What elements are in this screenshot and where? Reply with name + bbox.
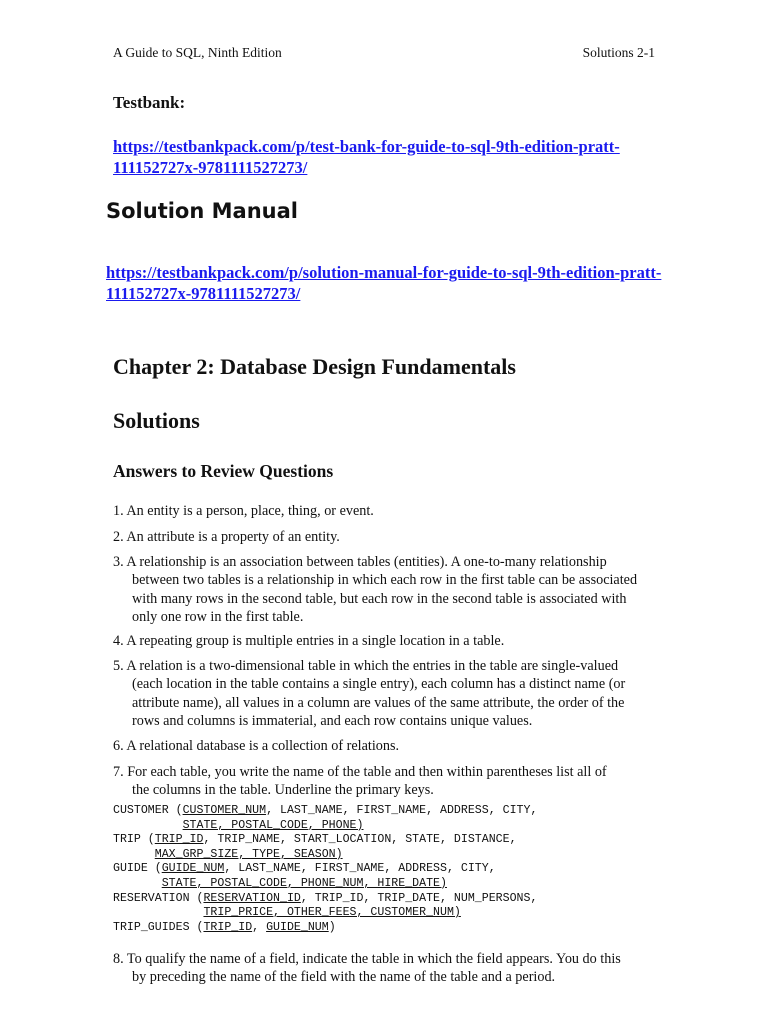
answer-8-first-line: 8. To qualify the name of a field, indicate the table in which the field appears. You do this: [113, 951, 621, 967]
schema-reservation: RESERVATION (RESERVATION_ID, TRIP_ID, TRIP_DATE, NUM_PERSONS,: [113, 891, 538, 905]
solution-manual-title: Solution Manual: [106, 199, 298, 223]
solutions-heading: Solutions: [113, 408, 200, 433]
testbank-link[interactable]: https://testbankpack.com/p/test-bank-for-guide-to-sql-9th-edition-pratt-111152727x-9781111527273/: [113, 137, 620, 177]
answer-4: 4. A repeating group is multiple entries in a single location in a table.: [113, 633, 505, 649]
answer-8-continuation: by preceding the name of the field with the name of the table and a period.: [132, 969, 556, 986]
schema-listing: [113, 804, 673, 935]
schema-guide-cont: STATE, POSTAL_CODE, PHONE_NUM, HIRE_DATE): [161, 876, 447, 890]
schema-customer: CUSTOMER (CUSTOMER_NUM, LAST_NAME, FIRST_NAME, ADDRESS, CITY,: [113, 804, 538, 817]
answer-7-continuation: the columns in the table. Underline the primary keys.: [132, 782, 434, 799]
answer-1: 1. An entity is a person, place, thing, or event.: [113, 503, 374, 519]
answer-7-first-line: 7. For each table, you write the name of the table and then within parentheses list all of: [113, 764, 607, 780]
schema-customer-cont: STATE, POSTAL_CODE, PHONE): [182, 818, 364, 832]
answer-7: [113, 763, 653, 800]
primary-key: GUIDE_NUM: [266, 920, 329, 934]
testbank-label: Testbank:: [113, 93, 186, 112]
primary-key: TRIP_ID: [203, 920, 253, 934]
answer-5-continuation: (each location in the table contains a single entry), each column has a distinct name (or attribute name), all values in a column are values of the same attribute, the order of the rows and columns is immaterial, and each row contains unique values.: [132, 676, 626, 729]
answer-6: 6. A relational database is a collection of relations.: [113, 738, 400, 754]
answer-2: 2. An attribute is a property of an entity.: [113, 529, 340, 545]
answer-5-first-line: 5. A relation is a two-dimensional table in which the entries in the table are single-valued: [113, 658, 619, 674]
primary-key: RESERVATION_ID: [203, 891, 301, 905]
schema-reservation-cont: TRIP_PRICE, OTHER_FEES, CUSTOMER_NUM): [203, 906, 461, 920]
running-header-page: Solutions 2-1: [582, 45, 655, 60]
answer-3-first-line: 3. A relationship is an association between tables (entities). A one-to-many relationship: [113, 554, 607, 570]
schema-trip-cont: MAX_GRP_SIZE, TYPE, SEASON): [154, 847, 343, 861]
primary-key: TRIP_ID: [154, 833, 204, 847]
answer-5: [113, 657, 653, 730]
running-header-title: A Guide to SQL, Ninth Edition: [113, 45, 282, 60]
schema-trip: TRIP (TRIP_ID, TRIP_NAME, START_LOCATION, STATE, DISTANCE,: [113, 833, 517, 847]
answer-3: [113, 553, 653, 626]
answers-heading: Answers to Review Questions: [113, 461, 334, 481]
chapter-title: Chapter 2: Database Design Fundamentals: [113, 354, 516, 379]
primary-key: CUSTOMER_NUM: [182, 804, 267, 817]
schema-guide: GUIDE (GUIDE_NUM, LAST_NAME, FIRST_NAME, ADDRESS, CITY,: [113, 862, 496, 876]
answer-3-continuation: between two tables is a relationship in which each row in the first table can be associated with many rows in the second table, but each row in the second table is associated with only one row in the first table.: [132, 572, 638, 625]
answer-8: [113, 950, 653, 987]
solution-manual-link[interactable]: https://testbankpack.com/p/solution-manual-for-guide-to-sql-9th-edition-pratt-111152727x-9781111527273/: [106, 263, 662, 303]
primary-key: GUIDE_NUM: [161, 862, 225, 876]
schema-trip-guides: TRIP_GUIDES (TRIP_ID, GUIDE_NUM): [113, 920, 336, 934]
